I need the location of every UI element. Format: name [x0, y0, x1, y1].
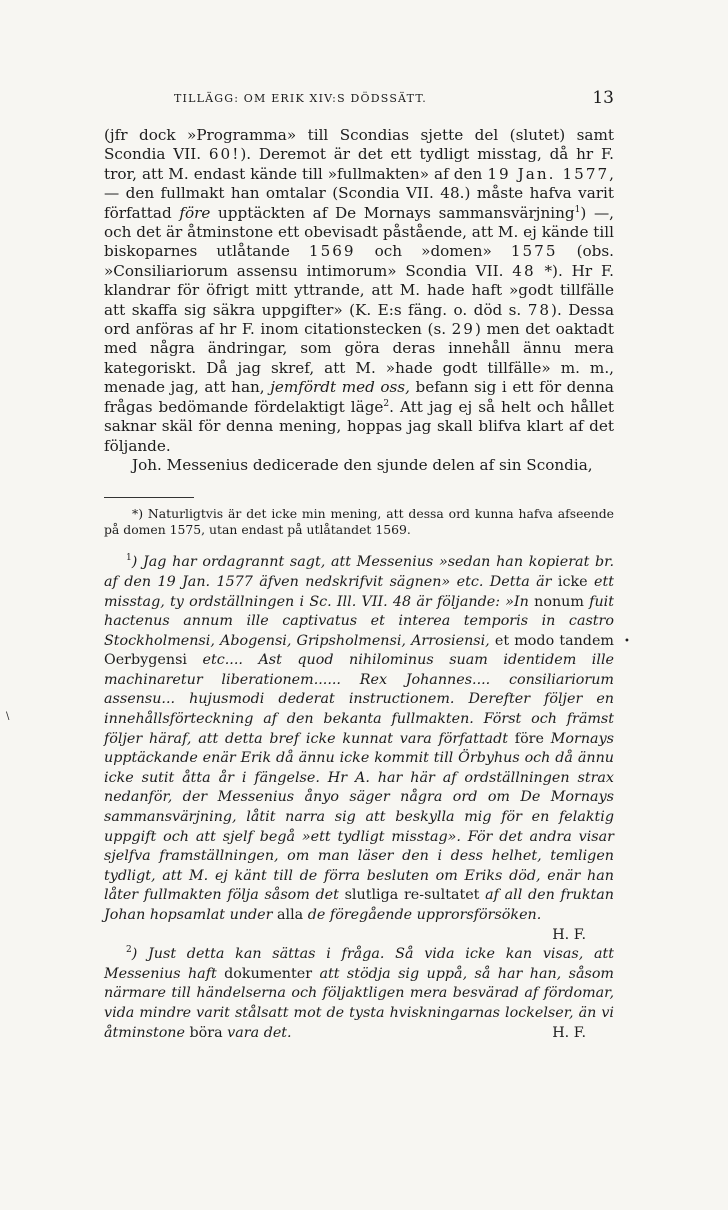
margin-dot: • — [624, 636, 630, 647]
book-page — [104, 88, 614, 1043]
running-title: TILLÄGG: OM ERIK XIV:S DÖDSSÄTT. — [174, 92, 427, 105]
footnote-star: *) Naturligtvis är det icke min mening, att dessa ord kunna hafva afseende på domen 1575, utan endast på utlåtandet 1569. — [104, 506, 614, 538]
note-2-signature: H. F. — [552, 1024, 586, 1041]
footnote-ref-1: 1 — [574, 204, 581, 215]
main-text — [104, 126, 614, 475]
note-1-signature: H. F. — [552, 926, 586, 943]
paragraph-continuation: (jfr dock »Programma» till Scondias sjette del (slutet) samt Scondia VII. 60!). Deremot är det ett tydligt misstag, då hr F. tror, att M. endast kände till »fullmakten» af den 19 Jan. 1577, — den fullmakt han omtalar (Scondia VII. 48.) måste hafva varit författad före upptäckten af De Mornays sammansvärjning$^1$) —, och det är åtminstone ett obevisadt påstående, att M. ej kände till biskoparnes utlåtande 1569 och »domen» 1575 (obs. »Consiliariorum assensu intimorum» Scondia VII. 48 *). Hr F. klandrar för öfrigt mitt yttrande, att M. hade haft »godt tillfälle att skaffa sig säkra uppgifter» (K. E:s fäng. o. död s. 78). Dessa ord anföras af hr F. inom citationstecken (s. 29) men det oaktadt med några ändringar, som göra deras innehåll ännu mera kategoriskt. Då jag skref, att M. »hade godt tillfälle» m. m., menade jag, att han, jemfördt med oss, befann sig i ett för denna frågas bedömande fördelaktigt läge$^2$. Att jag ej så helt och hållet saknar skäl för denna mening, hoppas jag skall blifva klart af det följande. — [104, 126, 615, 455]
editor-notes — [104, 553, 614, 1043]
note-2: $^2$) Just detta kan sättas i fråga. Så vida icke kan visas, att Messenius haft dokumenter att stödja sig uppå, så har han, såsom närmare till händelserna och följaktligen mera besvärad af fördomar, vida mindre varit stålsatt mot de tysta hviskningarnas lockelser, än vi åtminstone böra vara det. H. F. — [104, 945, 614, 1043]
page-number: 13 — [592, 88, 614, 108]
paragraph-messenius: Joh. Messenius dedicerade den sjunde delen af sin Scondia, — [132, 455, 593, 474]
footnote-ref-2: 2 — [383, 398, 390, 409]
note-1: $^1$) Jag har ordagrannt sagt, att Messenius »sedan han kopierat br. af den 19 Jan. 1577 äfven nedskrifvit sägnen» etc. Detta är icke ett misstag, ty ordställningen i Sc. Ill. VII. 48 är följande: »In nonum fuit hactenus annum ille captivatus et interea temporis in castro Stockholmensi, Abogensi, Gripsholmensi, Arrosiensi, et modo tandem Oerbygensi etc.... Ast quod nihilominus suam identidem ille machinaretur liberationem...... Rex Johannes.... consiliariorum assensu... hujusmodi dederat instructionem. Derefter följer en innehållsförteckning af den bekanta fullmakten. Först och främst följer häraf, att detta bref icke kunnat vara författadt före Mornays upptäckande enär Erik då ännu icke kommit till Örbyhus och då ännu icke sutit åtta år i fängelse. Hr A. har här af ordställningen strax nedanför, der Messenius ånyo säger några ord om De Mornays sammansvärjning, låtit narra sig att beskylla mig för en felaktig uppgift och att sjelf begå »ett tydligt misstag». För det andra visar sjelfva framställningen, om man läser den i dess helhet, temligen tydligt, att M. ej känt till de förra besluten om Eriks död, enär han låter fullmakten följa såsom det slutliga re-sultatet af all den fruktan Johan hopsamlat under alla de föregående upprorsförsöken. H. F. — [104, 553, 614, 925]
margin-tick: \ — [6, 711, 10, 722]
footnote-divider — [104, 497, 194, 498]
page-header — [104, 88, 614, 110]
